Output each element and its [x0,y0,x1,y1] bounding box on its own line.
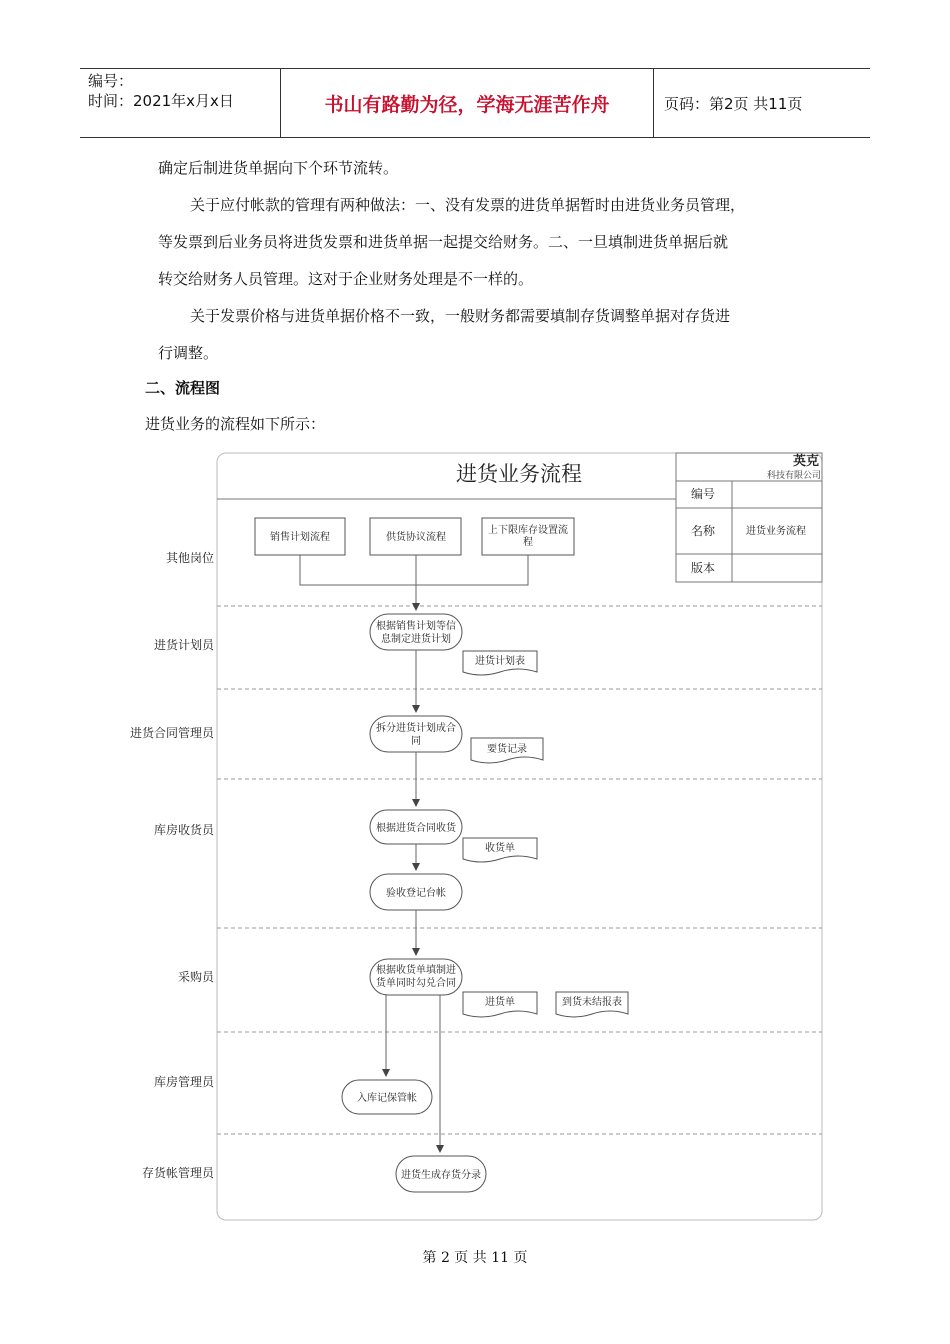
lane-dividers [217,606,822,1134]
flow-box-label: 程 [523,537,533,548]
lane-label: 库房收货员 [153,823,214,837]
step-label: 息制定进货计划 [381,634,451,645]
meta-name-label: 名称 [690,524,716,538]
lane-label: 进货合同管理员 [129,726,214,740]
doc-label: 收货单 [485,843,515,854]
meta-number-label: 编号 [690,487,716,501]
doc-label: 要货记录 [487,744,527,755]
step-label: 根据进货合同收货 [376,823,456,834]
flowchart-title: 进货业务流程 [456,462,582,486]
flow-box-label: 销售计划流程 [270,532,330,543]
lane-label: 存货帐管理员 [141,1166,214,1180]
paragraph-line: 关于应付帐款的管理有两种做法：一、没有发票的进货单据暂时由进货业务员管理， [190,196,746,214]
lane-label: 采购员 [177,970,214,984]
paragraph-line: 行调整。 [158,344,219,362]
step-label: 进货生成存货分录 [401,1170,481,1181]
flow-box-label: 供货协议流程 [386,532,446,543]
lane-label: 库房管理员 [153,1075,214,1089]
step-label: 验收登记台帐 [386,888,446,899]
paragraph-line: 等发票到后业务员将进货发票和进货单据一起提交给财务。二、一旦填制进货单据后就 [158,233,729,251]
flow-box-label: 上下限库存设置流 [488,525,568,536]
company-logo: 英克 [792,454,819,469]
header-number: 编号： [88,72,134,90]
step-label: 货单同时勾兑合同 [376,978,456,989]
meta-version-label: 版本 [690,561,716,575]
lane-label: 进货计划员 [153,638,214,652]
doc-label: 到货未结报表 [562,997,622,1008]
intro-text: 进货业务的流程如下所示： [145,415,326,433]
meta-table [676,453,822,582]
step-label: 根据收货单填制进 [376,965,456,976]
section-heading: 二、流程图 [145,379,221,397]
header-time: 时间：2021年x月x日 [88,92,234,110]
meta-name-value: 进货业务流程 [746,526,806,537]
paragraph-line: 转交给财务人员管理。这对于企业财务处理是不一样的。 [158,270,534,288]
step-label: 拆分进货计划成合 [376,723,456,734]
step-label: 根据销售计划等信 [376,621,456,632]
step-label: 入库记保管帐 [357,1093,417,1104]
page-footer: 第 2 页 共 11 页 [422,1250,528,1266]
doc-label: 进货计划表 [475,656,525,667]
company-name: 科技有限公司 [766,471,821,481]
paragraph-line: 关于发票价格与进货单据价格不一致，一般财务都需要填制存货调整单据对存货进 [190,307,731,325]
lane-label: 其他岗位 [165,551,214,565]
paragraph-line: 确定后制进货单据向下个环节流转。 [158,159,399,177]
header-motto: 书山有路勤为径，学海无涯苦作舟 [281,69,654,137]
doc-label: 进货单 [485,997,515,1008]
header-page: 页码：第2页 共11页 [664,94,803,113]
step-label: 同 [411,736,421,747]
